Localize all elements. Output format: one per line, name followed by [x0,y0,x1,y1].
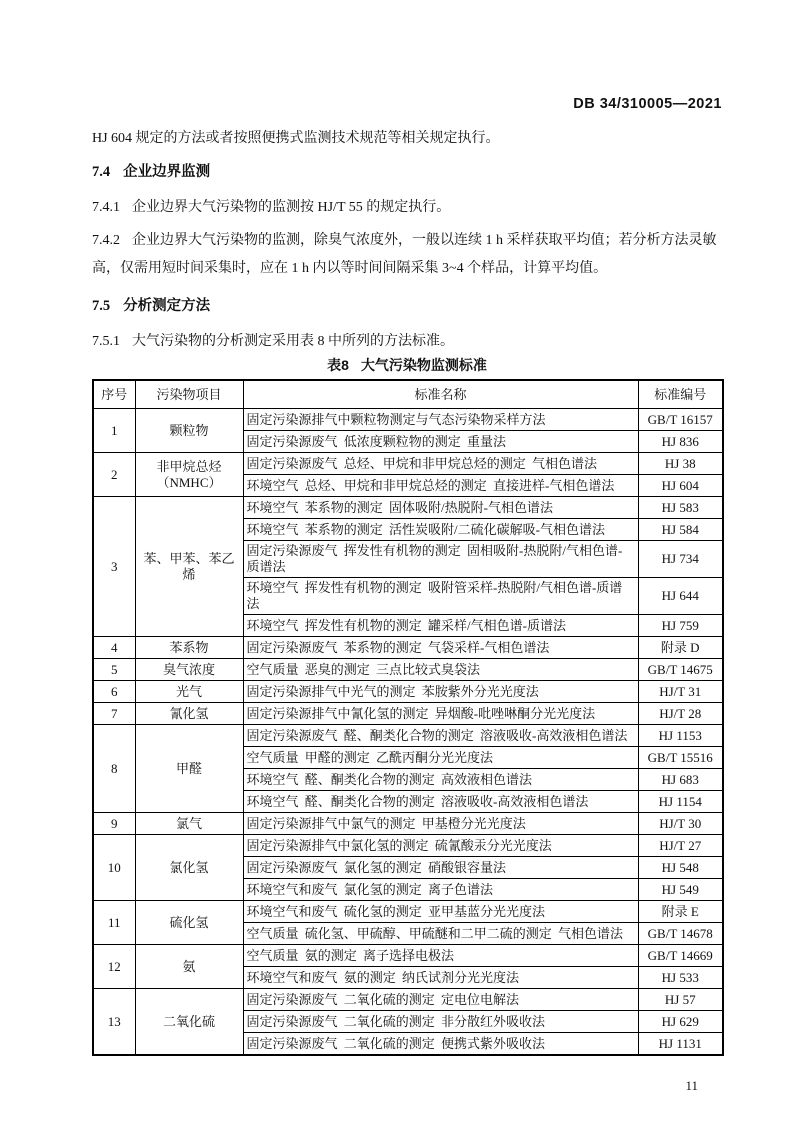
standard-code-cell: HJ 644 [638,578,723,615]
table-row [93,901,723,923]
row-number-cell: 5 [93,659,135,681]
standard-code-cell: HJ 836 [638,431,723,453]
heading-7-5 [92,296,722,317]
pollutant-cell: 臭气浓度 [135,659,243,681]
standard-code-cell: GB/T 15516 [638,747,723,769]
pollutant-cell: 氨 [135,945,243,989]
standard-code-cell: 附录 E [638,901,723,923]
standard-code-cell: HJ 548 [638,857,723,879]
paragraph-7-4-2 [92,227,722,283]
section-number: 7.5 [92,298,111,314]
clause-text: 企业边界大气污染物的监测，除臭气浓度外，一般以连续 1 h 采样获取平均值；若分析方法灵敏 [132,233,717,248]
clause-line [92,227,722,255]
standard-code-cell: HJ 583 [638,497,723,519]
clause-text: 大气污染物的分析测定采用表 8 中所列的方法标准。 [132,334,454,349]
standard-name-cell: 环境空气 苯系物的测定 固体吸附/热脱附-气相色谱法 [243,497,638,519]
section-title: 企业边界监测 [123,164,211,180]
row-number-cell: 9 [93,813,135,835]
standard-code-cell: HJ/T 27 [638,835,723,857]
row-number-cell: 2 [93,453,135,497]
row-number-cell: 13 [93,989,135,1056]
row-number-cell: 11 [93,901,135,945]
standard-name-cell: 固定污染源废气 二氧化硫的测定 定电位电解法 [243,989,638,1011]
pollutant-cell: 硫化氢 [135,901,243,945]
standard-code-cell: HJ/T 30 [638,813,723,835]
standard-name-cell: 固定污染源废气 总烃、甲烷和非甲烷总烃的测定 气相色谱法 [243,453,638,475]
row-number-cell: 12 [93,945,135,989]
pollutant-cell: 非甲烷总烃 （NMHC） [135,453,243,497]
row-number-cell: 10 [93,835,135,901]
standard-name-cell: 环境空气和废气 硫化氢的测定 亚甲基蓝分光光度法 [243,901,638,923]
pollutant-cell: 氯气 [135,813,243,835]
heading-7-4 [92,162,722,183]
standard-code-cell: HJ 604 [638,475,723,497]
standard-name-cell: 环境空气和废气 氨的测定 纳氏试剂分光光度法 [243,967,638,989]
standard-name-cell: 环境空气 醛、酮类化合物的测定 高效液相色谱法 [243,769,638,791]
table-row [93,409,723,431]
row-number-cell: 3 [93,497,135,637]
row-number-cell: 4 [93,637,135,659]
standard-name-cell: 固定污染源废气 二氧化硫的测定 便携式紫外吸收法 [243,1033,638,1056]
standard-code-cell: HJ 57 [638,989,723,1011]
table-row [93,637,723,659]
table-row [93,835,723,857]
standard-code-cell: HJ 759 [638,615,723,637]
table-caption-text: 大气污染物监测标准 [360,357,487,373]
standard-name-cell: 空气质量 恶臭的测定 三点比较式臭袋法 [243,659,638,681]
standard-name-cell: 空气质量 硫化氢、甲硫醇、甲硫醚和二甲二硫的测定 气相色谱法 [243,923,638,945]
row-number-cell: 8 [93,725,135,813]
standard-name-cell: 固定污染源排气中光气的测定 苯胺紫外分光光度法 [243,681,638,703]
table-row [93,813,723,835]
paragraph-7-5-1 [92,332,722,352]
standard-name-cell: 固定污染源废气 苯系物的测定 气袋采样-气相色谱法 [243,637,638,659]
column-header: 标准名称 [243,380,638,409]
standard-name-cell: 固定污染源废气 氯化氢的测定 硝酸银容量法 [243,857,638,879]
monitoring-standards-table [92,379,724,1056]
row-number-cell: 6 [93,681,135,703]
standard-code-cell: HJ 549 [638,879,723,901]
clause-line [92,255,722,283]
table-caption-number: 表8 [327,357,349,373]
standard-name-cell: 环境空气 总烃、甲烷和非甲烷总烃的测定 直接进样-气相色谱法 [243,475,638,497]
clause-text: 企业边界大气污染物的监测按 HJ/T 55 的规定执行。 [132,200,451,215]
table-row [93,453,723,475]
paragraph-text: HJ 604 规定的方法或者按照便携式监测技术规范等相关规定执行。 [92,131,500,146]
pollutant-cell: 苯系物 [135,637,243,659]
pollutant-cell: 苯、甲苯、苯乙烯 [135,497,243,637]
clause-number: 7.4.1 [92,200,120,215]
pollutant-cell: 光气 [135,681,243,703]
standard-code-cell: HJ 734 [638,541,723,578]
standard-name-cell: 固定污染源排气中氯化氢的测定 硫氰酸汞分光光度法 [243,835,638,857]
section-number: 7.4 [92,164,111,180]
standard-code-cell: GB/T 14678 [638,923,723,945]
standard-code-cell: HJ 38 [638,453,723,475]
pollutant-cell: 颗粒物 [135,409,243,453]
standard-code-cell: HJ 533 [638,967,723,989]
column-header: 标准编号 [638,380,723,409]
standard-code-cell: HJ 1154 [638,791,723,813]
standard-code-cell: HJ 1153 [638,725,723,747]
clause-number: 7.5.1 [92,334,120,349]
standard-name-cell: 固定污染源废气 挥发性有机物的测定 固相吸附-热脱附/气相色谱-质谱法 [243,541,638,578]
row-number-cell: 7 [93,703,135,725]
table-caption [92,355,722,376]
standard-name-cell: 固定污染源排气中氰化氢的测定 异烟酸-吡唑啉酮分光光度法 [243,703,638,725]
standard-code-cell: 附录 D [638,637,723,659]
clause-text: 高，仅需用短时间采集时，应在 1 h 内以等时间间隔采集 3~4 个样品，计算平均值。 [92,261,608,276]
page-content [92,0,722,1094]
pollutant-cell: 氯化氢 [135,835,243,901]
paragraph-7-4-1 [92,198,722,218]
standard-code-cell: GB/T 16157 [638,409,723,431]
pollutant-cell: 甲醛 [135,725,243,813]
table-body [93,409,723,1056]
standard-name-cell: 固定污染源排气中颗粒物测定与气态污染物采样方法 [243,409,638,431]
standard-name-cell: 空气质量 氨的测定 离子选择电极法 [243,945,638,967]
standard-name-cell: 环境空气 苯系物的测定 活性炭吸附/二硫化碳解吸-气相色谱法 [243,519,638,541]
section-title: 分析测定方法 [123,298,211,314]
doc-number: DB 34/310005—2021 [573,96,722,112]
standard-name-cell: 固定污染源废气 醛、酮类化合物的测定 溶液吸收-高效液相色谱法 [243,725,638,747]
table-row [93,989,723,1011]
page-number: 11 [685,1078,698,1093]
standard-code-cell: HJ/T 28 [638,703,723,725]
standard-name-cell: 固定污染源废气 低浓度颗粒物的测定 重量法 [243,431,638,453]
standard-name-cell: 环境空气 醛、酮类化合物的测定 溶液吸收-高效液相色谱法 [243,791,638,813]
pollutant-cell: 氰化氢 [135,703,243,725]
table-row [93,659,723,681]
standard-code-cell: GB/T 14669 [638,945,723,967]
standard-name-cell: 环境空气 挥发性有机物的测定 罐采样/气相色谱-质谱法 [243,615,638,637]
table-row [93,703,723,725]
standard-code-cell: HJ/T 31 [638,681,723,703]
table-row [93,725,723,747]
standard-code-cell: HJ 683 [638,769,723,791]
pollutant-cell: 二氧化硫 [135,989,243,1056]
clause-number: 7.4.2 [92,233,120,248]
standard-name-cell: 固定污染源排气中氯气的测定 甲基橙分光光度法 [243,813,638,835]
standard-code-cell: GB/T 14675 [638,659,723,681]
standard-name-cell: 固定污染源废气 二氧化硫的测定 非分散红外吸收法 [243,1011,638,1033]
column-header: 序号 [93,380,135,409]
paragraph-continuation [92,129,722,149]
table-row [93,681,723,703]
standard-name-cell: 环境空气 挥发性有机物的测定 吸附管采样-热脱附/气相色谱-质谱法 [243,578,638,615]
standard-name-cell: 环境空气和废气 氯化氢的测定 离子色谱法 [243,879,638,901]
standard-code-cell: HJ 629 [638,1011,723,1033]
table-row [93,945,723,967]
standard-name-cell: 空气质量 甲醛的测定 乙酰丙酮分光光度法 [243,747,638,769]
table-row [93,497,723,519]
standard-code-cell: HJ 584 [638,519,723,541]
column-header: 污染物项目 [135,380,243,409]
row-number-cell: 1 [93,409,135,453]
table-header-row [93,380,723,409]
standard-code-cell: HJ 1131 [638,1033,723,1056]
